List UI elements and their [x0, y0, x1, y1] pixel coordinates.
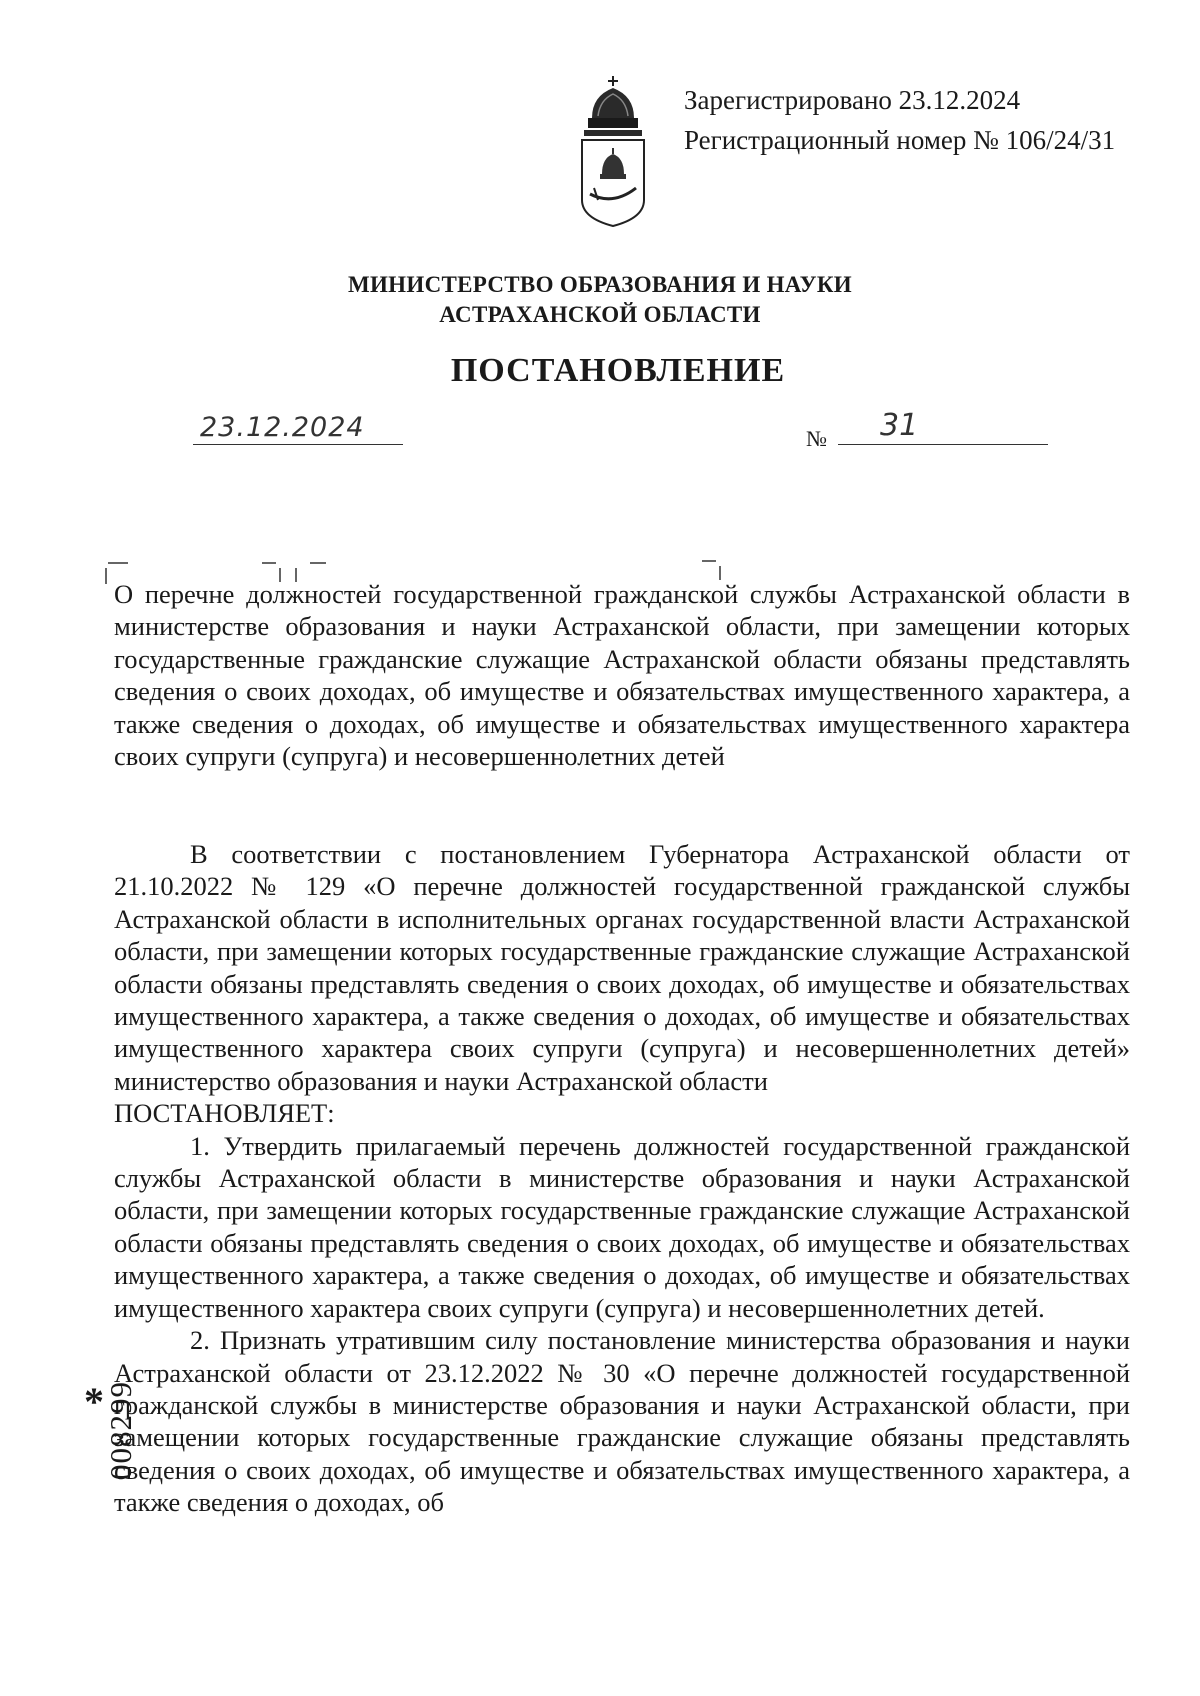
document-title [114, 578, 1130, 772]
registration-date: Зарегистрировано 23.12.2024 [684, 85, 1021, 115]
title-text: О перечне должностей государственной гражданской службы Астраханской области в министерстве образования и науки Астраханской области, при замещении которых государственные гражданские служащие Астраханской области обязаны представлять сведения о своих доходах, об имуществе и обязательствах имущественного характера, а также сведения о доходах, об имуществе и обязательствах имущественного характера своих супруги (супруга) и несовершеннолетних детей [114, 579, 1130, 772]
handwritten-date: 23.12.2024 [200, 412, 365, 443]
registration-number: Регистрационный номер № 106/24/31 [684, 125, 1116, 155]
number-label: № [806, 426, 827, 451]
document-type: ПОСТАНОВЛЕНИЕ [450, 352, 786, 389]
item-1-paragraph: 1. Утвердить прилагаемый перечень должностей государственной гражданской службы Астраханской области в министерстве образования и науки Астраханской области, при замещении которых государственные гражданские служащие Астраханской области обязаны представлять сведения о своих доходах, об имуществе и обязательствах имущественного характера, а также сведения о доходах, об имуществе и обязательствах имущественного характера своих супруги (супруга) и несовершеннолетних детей. [114, 1130, 1130, 1323]
handwritten-number: 31 [880, 408, 919, 443]
margin-asterisk: * [84, 1379, 104, 1424]
title-corner-marks [0, 0, 1200, 620]
ministry-line-1: МИНИСТЕРСТВО ОБРАЗОВАНИЯ И НАУКИ [347, 272, 852, 297]
item-2-paragraph: 2. Признать утратившим силу постановление министерства образования и науки Астраханской области от 23.12.2022 № 30 «О перечне должностей государственной гражданской службы в министерстве образования и науки Астраханской области, при замещении которых государственные гражданские служащие обязаны представлять сведения о своих доходах, об имуществе и обязательствах имущественного характера, а также сведения о доходах, об [114, 1325, 1130, 1518]
margin-document-code: 008299 [103, 1381, 138, 1480]
decree-word: ПОСТАНОВЛЯЕТ: [114, 1098, 335, 1129]
document-body [114, 838, 1130, 1519]
ministry-line-2: АСТРАХАНСКОЙ ОБЛАСТИ [439, 302, 761, 327]
preamble-paragraph: В соответствии с постановлением Губернатора Астраханской области от 21.10.2022 № 129 «О перечне должностей государственной гражданской службы Астраханской области в исполнительных органах государственной власти Астраханской области, при замещении которых государственные гражданские служащие Астраханской области обязаны представлять сведения о своих доходах, об имуществе и обязательствах имущественного характера, а также сведения о доходах, об имуществе и обязательствах имущественного характера своих супруги (супруга) и несовершеннолетних детей» министерство образования и науки Астраханской области [114, 839, 1130, 1096]
